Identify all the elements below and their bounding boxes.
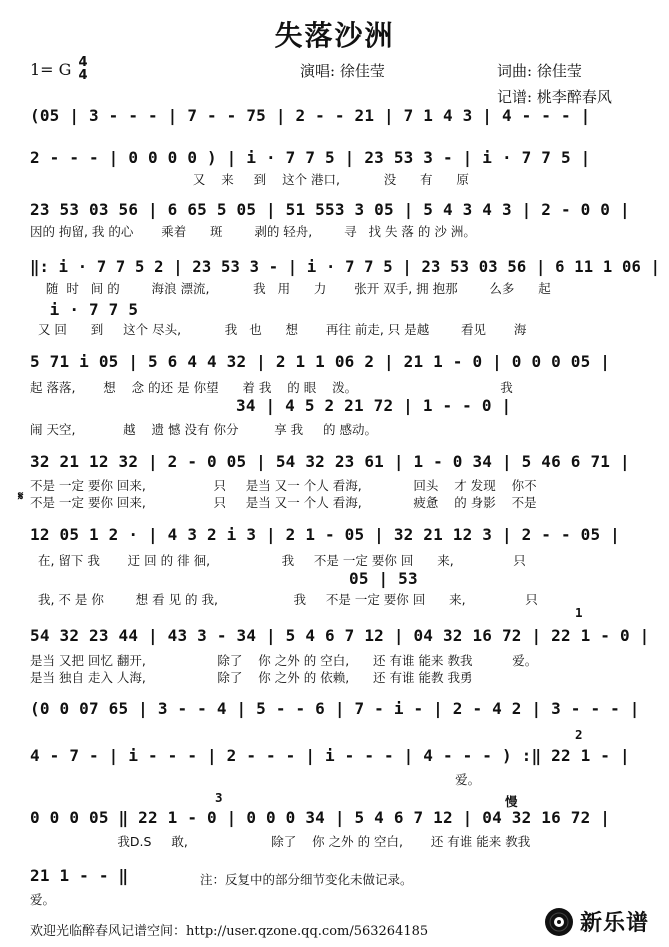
notation-row-14: 0 0 0 05 ‖ 22 1 - 0 | 0 0 0 34 | 5 4 6 7 12 | 04 32 16 72 | <box>30 808 611 827</box>
lyrics-row-6: 起 落落, 想 念 的还 是 你望 着 我 的 眼 泼。 我 <box>30 380 513 395</box>
lyrics-row-11: 是当 又把 回忆 翻开, 除了 你 之外 的 空白, 还 有谁 能来 教我 爱。 <box>30 653 538 668</box>
lyrics-row-7: 闹 天空, 越 遗 憾 没有 你分 享 我 的 感动。 <box>30 422 378 437</box>
lyrics-row-5: 又 回 到 这个 尽头, 我 也 想 再往 前走, 只 是越 看见 海 <box>30 322 527 337</box>
record-disc-icon <box>544 907 574 937</box>
notation-row-6: 5 71 i 05 | 5 6 4 4 32 | 2 1 1 06 2 | 21 1 - 0 | 0 0 0 05 | <box>30 352 611 371</box>
footer-website: 欢迎光临醉春风记谱空间：http://user.qzone.qq.com/563264185 <box>30 924 429 939</box>
segno-sign: 𝄋 <box>18 488 24 503</box>
lyrics-row-15: 爱。 <box>30 892 56 907</box>
lyrics-row-4: 随 时 间 的 海浪 漂流, 我 用 力 张开 双手, 拥 抱那 么多 起 <box>30 281 551 296</box>
notation-row-2: 2 - - - | 0 0 0 0 ) | i · 7 7 5 | 23 53 3 - | i · 7 7 5 | <box>30 148 591 167</box>
notation-row-8: 32 21 12 32 | 2 - 0 05 | 54 32 23 61 | 1 - 0 34 | 5 46 6 71 | <box>30 452 630 471</box>
notation-row-4: ‖: i · 7 7 5 2 | 23 53 3 - | i · 7 7 5 | 23 53 03 56 | 6 11 1 06 | <box>30 257 661 276</box>
footnote-text: 注：反复中的部分细节变化未做记录。 <box>200 872 413 887</box>
transcriber-credit: 记谱: 桃李醉春风 <box>497 88 612 106</box>
slow-marking: 慢 <box>505 794 518 809</box>
singer-credit: 演唱: 徐佳莹 <box>300 62 385 80</box>
brand-logo-block <box>544 904 664 942</box>
volta-2-label: 2 <box>575 727 583 742</box>
lyrics-row-11b: 是当 独自 走入 人海, 除了 你 之外 的 依赖, 还 有谁 能教 我勇 <box>30 670 473 685</box>
lyrics-row-8b: 不是 一定 要你 回来, 只 是当 又一 个人 看海, 疲惫 的 身影 不是 <box>30 495 537 510</box>
time-signature <box>77 56 89 82</box>
notation-row-15: 21 1 - - ‖ <box>30 866 129 885</box>
lyrics-row-14: 我D.S 敢, 除了 你 之外 的 空白, 还 有谁 能来 教我 <box>30 834 531 849</box>
notation-row-3: 23 53 03 56 | 6 65 5 05 | 51 553 3 05 | 5 4 3 4 3 | 2 - 0 0 | <box>30 200 630 219</box>
lyrics-row-13: 爱。 <box>30 772 481 787</box>
composer-credit: 词曲: 徐佳莹 <box>497 62 582 80</box>
notation-row-11: 54 32 23 44 | 43 3 - 34 | 5 4 6 7 12 | 04 32 16 72 | 22 1 - 0 | <box>30 626 650 645</box>
time-signature-bottom: 4 <box>78 68 88 83</box>
time-signature-top: 4 <box>78 55 88 70</box>
song-title: 失落沙洲 <box>274 19 395 52</box>
notation-row-9: 12 05 1 2 · | 4 3 2 i 3 | 2 1 - 05 | 32 21 12 3 | 2 - - 05 | <box>30 525 620 544</box>
notation-row-13: 4 - 7 - | i - - - | 2 - - - | i - - - | 4 - - - ) :‖ 22 1 - | <box>30 746 630 765</box>
notation-row-5: i · 7 7 5 <box>30 300 139 319</box>
key-signature: 1= G <box>30 60 72 79</box>
notation-row-1: (05 | 3 - - - | 7 - - 75 | 2 - - 21 | 7 1 4 3 | 4 - - - | <box>30 106 591 125</box>
lyrics-row-9: 在, 留下 我 迂 回 的 徘 徊, 我 不是 一定 要你 回 来, 只 <box>30 553 526 568</box>
lyrics-row-8: 不是 一定 要你 回来, 只 是当 又一 个人 看海, 回头 才 发现 你不 <box>30 478 537 493</box>
notation-row-7: 34 | 4 5 2 21 72 | 1 - - 0 | <box>236 396 512 415</box>
notation-row-10: 05 | 53 <box>349 569 418 588</box>
volta-3-label: 3 <box>215 790 223 805</box>
lyrics-row-2: 又 来 到 这个 港口, 没 有 原 <box>30 172 469 187</box>
notation-row-12: (0 0 07 65 | 3 - - 4 | 5 - - 6 | 7 - i - | 2 - 4 2 | 3 - - - | <box>30 699 640 718</box>
lyrics-row-10: 我, 不 是 你 想 看 见 的 我, 我 不是 一定 要你 回 来, 只 <box>30 592 538 607</box>
brand-name: 新乐谱 <box>580 911 650 936</box>
lyrics-row-3: 因的 拘留, 我 的心 乘着 斑 剥的 轻舟, 寻 找 失 落 的 沙 洲。 <box>30 224 476 239</box>
volta-1-label: 1 <box>575 605 583 620</box>
